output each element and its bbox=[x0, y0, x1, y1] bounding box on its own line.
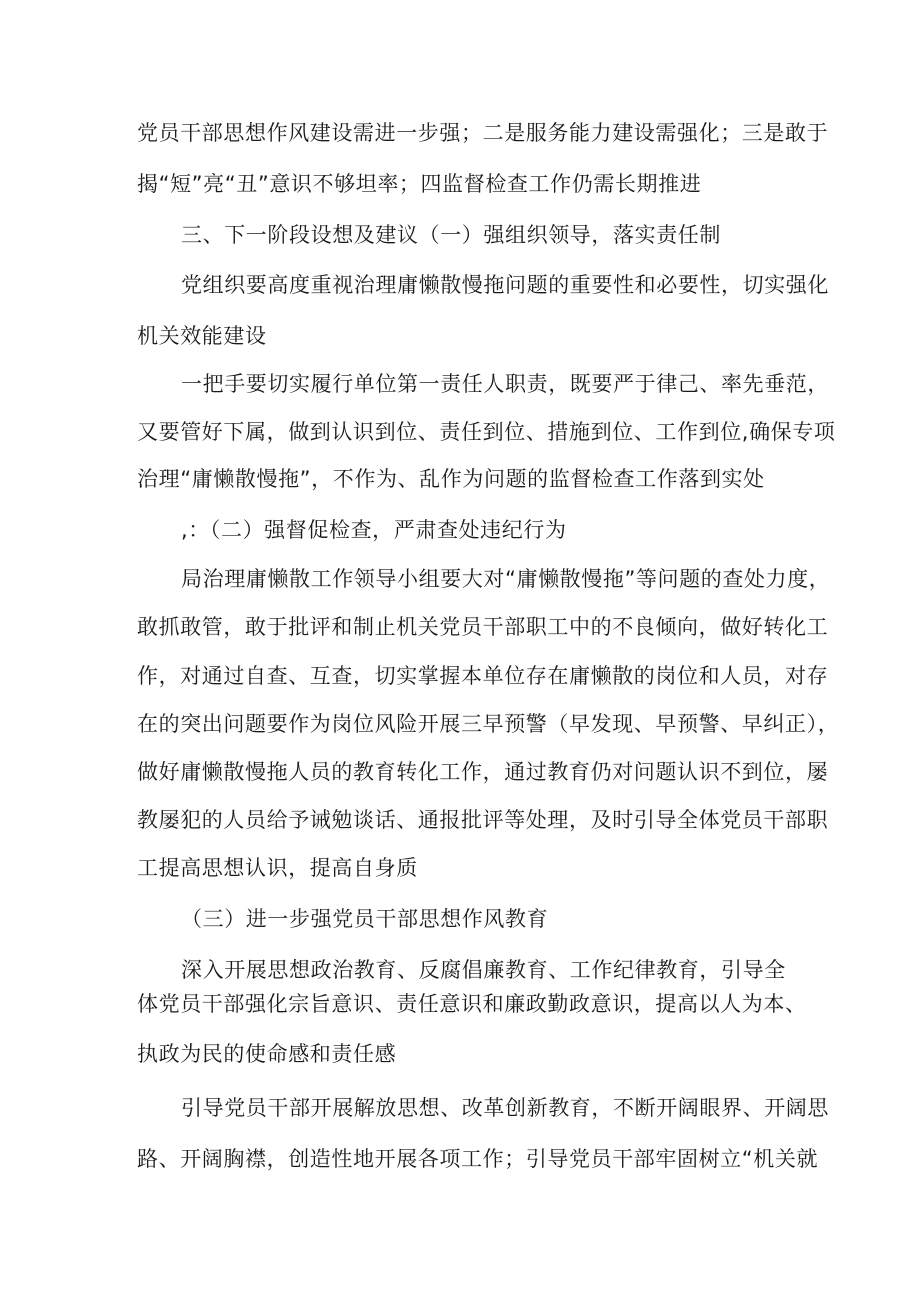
text-line: 引导党员干部开展解放思想、改革创新教育，不断开阔眼界、开阔思 bbox=[181, 1096, 829, 1120]
text-line: 在的突出问题要作为岗位风险开展三早预警（早发现、早预警、早纠正）， bbox=[137, 712, 840, 736]
text-line: 做好庸懒散慢拖人员的教育转化工作，通过教育仍对问题认识不到位，屡 bbox=[137, 760, 829, 784]
text-line: 体党员干部强化宗旨意识、责任意识和廉政勤政意识，提高以人为本、 bbox=[137, 992, 807, 1016]
text-line: 工提高思想认识，提高自身质 bbox=[137, 856, 418, 880]
section-heading: 三、下一阶段设想及建议（一）强组织领导，落实责任制 bbox=[181, 223, 721, 247]
text-line: 深入开展思想政治教育、反腐倡廉教育、工作纪律教育，引导全 bbox=[181, 958, 786, 982]
text-line: 又要管好下属，做到认识到位、责任到位、措施到位、工作到位,确保专项 bbox=[137, 420, 836, 444]
text-line: 揭“短”亮“丑”意识不够坦率；四监督检查工作仍需长期推进 bbox=[137, 172, 702, 196]
section-heading: （三）进一步强党员干部思想作风教育 bbox=[181, 907, 549, 931]
text-line: 教屡犯的人员给予诫勉谈话、通报批评等处理，及时引导全体党员干部职 bbox=[137, 808, 829, 832]
text-line: 局治理庸懒散工作领导小组要大对“庸懒散慢拖”等问题的查处力度， bbox=[181, 567, 831, 591]
text-line: 治理“庸懒散慢拖”，不作为、乱作为问题的监督检查工作落到实处 bbox=[137, 467, 765, 491]
text-line: 执政为民的使命感和责任感 bbox=[137, 1042, 397, 1066]
text-line: 作，对通过自查、互查，切实掌握本单位存在庸懒散的岗位和人员，对存 bbox=[137, 664, 829, 688]
text-line: 一把手要切实履行单位第一责任人职责，既要严于律己、率先垂范， bbox=[181, 372, 829, 396]
text-line: 敢抓敢管，敢于批评和制止机关党员干部职工中的不良倾向，做好转化工 bbox=[137, 615, 829, 639]
text-line: 党组织要高度重视治理庸懒散慢拖问题的重要性和必要性，切实强化 bbox=[181, 273, 829, 297]
text-line: 机关效能建设 bbox=[137, 324, 267, 348]
text-line: 党员干部思想作风建设需进一步强；二是服务能力建设需强化；三是敢于 bbox=[137, 121, 829, 145]
text-line: 路、开阔胸襟，创造性地开展各项工作；引导党员干部牢固树立“机关就 bbox=[137, 1147, 819, 1171]
section-heading: ,：（二）强督促检查，严肃查处违纪行为 bbox=[181, 518, 567, 542]
